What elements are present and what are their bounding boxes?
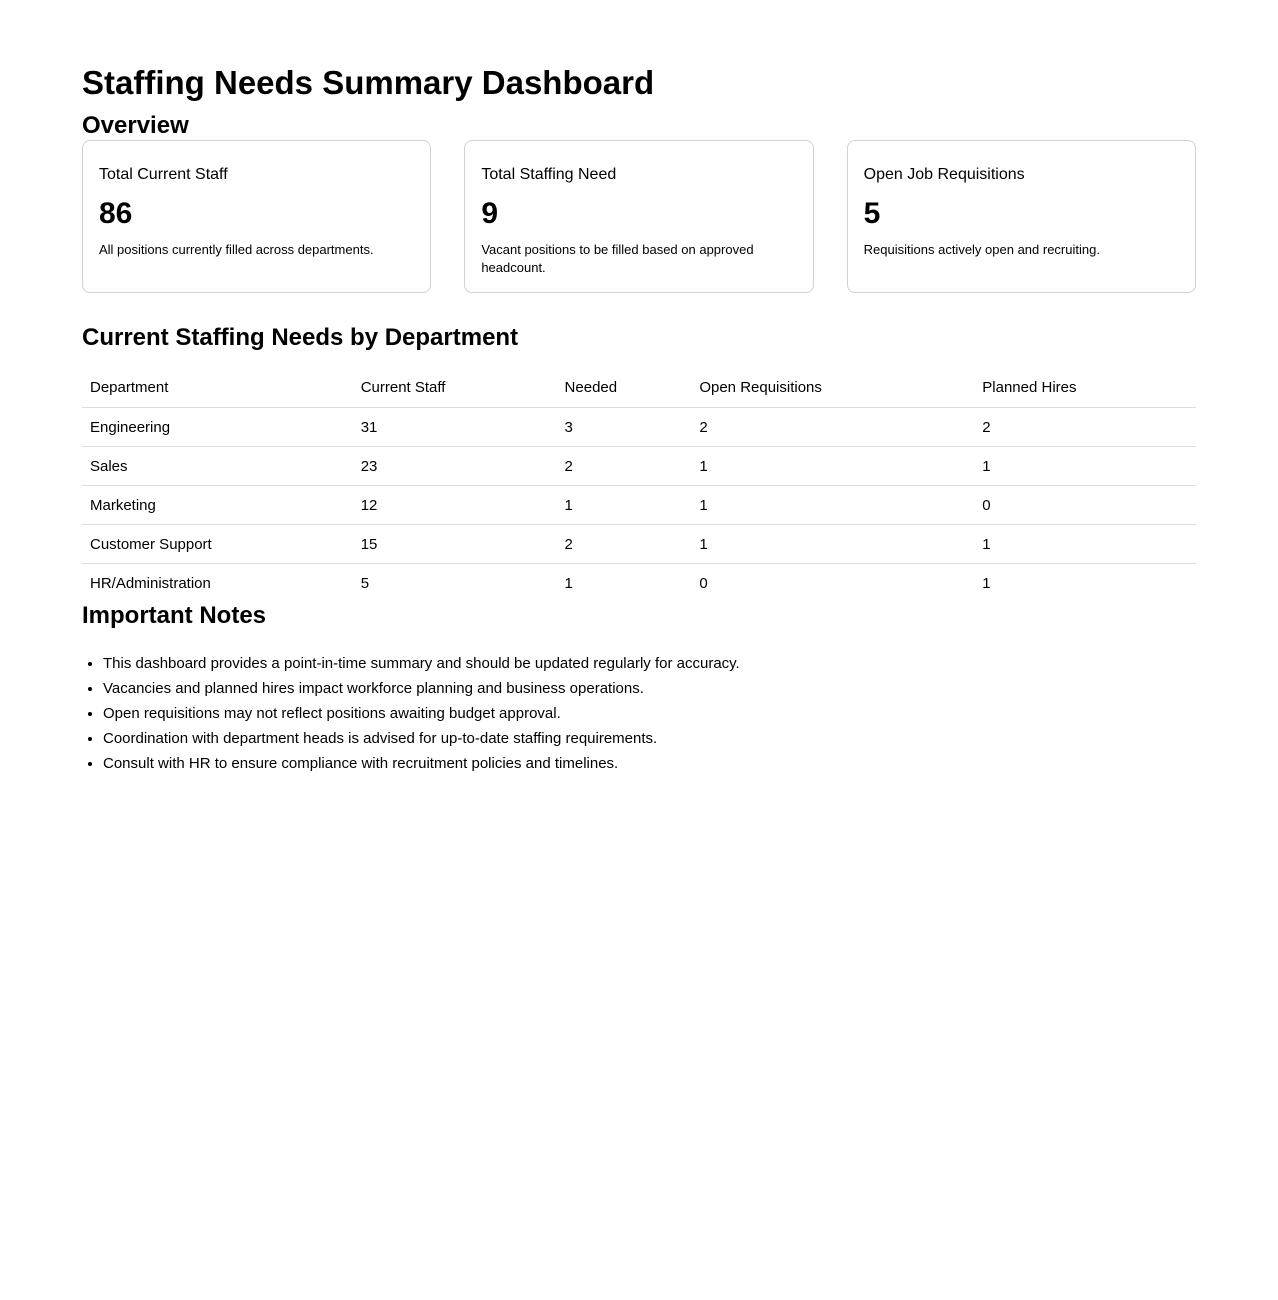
table-header-row — [82, 368, 1196, 408]
note-item: • Open requisitions may not reflect positions awaiting budget approval. — [103, 701, 1196, 726]
table-row — [82, 408, 1196, 447]
card-value: 5 — [863, 197, 881, 231]
column-header-planned-hires: Planned Hires — [974, 368, 1196, 408]
cell-planned-hires: 2 — [974, 408, 1196, 447]
cell-current-staff: 12 — [353, 486, 557, 525]
cell-open-requisitions: 1 — [691, 525, 974, 564]
cell-current-staff: 31 — [353, 408, 557, 447]
cell-open-requisitions: 1 — [691, 486, 974, 525]
column-header-current-staff: Current Staff — [353, 368, 557, 408]
card-label: Total Staffing Need — [481, 166, 617, 184]
card-description: All positions currently filled across departments. — [99, 242, 374, 258]
cell-needed: 2 — [557, 525, 692, 564]
stat-cards-row — [82, 140, 1196, 293]
note-item: • This dashboard provides a point-in-time summary and should be updated regularly for accuracy. — [103, 651, 1196, 676]
important-notes-list — [82, 651, 1196, 776]
column-header-open-requisitions: Open Requisitions — [691, 368, 974, 408]
card-description: Vacant positions to be filled based on approved headcount. — [481, 242, 754, 275]
cell-needed: 2 — [557, 447, 692, 486]
staffing-needs-table — [82, 368, 1196, 602]
section-heading-notes: Important Notes — [82, 602, 267, 630]
cell-department: Customer Support — [82, 525, 353, 564]
card-value: 9 — [481, 197, 499, 231]
cell-open-requisitions: 2 — [691, 408, 974, 447]
stat-card-total-staffing-need — [464, 140, 813, 293]
section-heading-overview: Overview — [82, 111, 189, 139]
note-item: • Vacancies and planned hires impact workforce planning and business operations. — [103, 676, 1196, 701]
cell-department: Marketing — [82, 486, 353, 525]
table-row — [82, 525, 1196, 564]
stat-card-open-job-requisitions — [847, 140, 1196, 293]
note-item: • Coordination with department heads is advised for up-to-date staffing requirements. — [103, 726, 1196, 751]
column-header-needed: Needed — [557, 368, 692, 408]
section-heading-departments: Current Staffing Needs by Department — [82, 324, 519, 352]
table-row — [82, 486, 1196, 525]
column-header-department: Department — [82, 368, 353, 408]
cell-needed: 1 — [557, 486, 692, 525]
card-description: Requisitions actively open and recruiting. — [863, 242, 1100, 258]
cell-open-requisitions: 1 — [691, 447, 974, 486]
page-title: Staffing Needs Summary Dashboard — [82, 64, 655, 101]
card-label: Total Current Staff — [99, 166, 228, 184]
stat-card-total-current-staff — [82, 140, 431, 293]
cell-department: Engineering — [82, 408, 353, 447]
card-label: Open Job Requisitions — [863, 166, 1025, 184]
cell-current-staff: 23 — [353, 447, 557, 486]
table-row — [82, 447, 1196, 486]
cell-current-staff: 5 — [360, 574, 370, 592]
cell-planned-hires: 0 — [974, 486, 1196, 525]
card-value: 86 — [99, 197, 133, 231]
cell-department: HR/Administration — [90, 574, 211, 592]
table-row — [82, 564, 1196, 603]
cell-current-staff: 15 — [353, 525, 557, 564]
cell-needed: 3 — [557, 408, 692, 447]
cell-planned-hires: 1 — [974, 447, 1196, 486]
cell-department: Sales — [82, 447, 353, 486]
cell-open-requisitions: 0 — [699, 574, 708, 592]
note-item: • Consult with HR to ensure compliance with recruitment policies and timelines. — [103, 751, 1196, 776]
cell-needed: 1 — [564, 574, 573, 592]
cell-planned-hires: 1 — [974, 525, 1196, 564]
cell-planned-hires: 1 — [982, 574, 991, 592]
